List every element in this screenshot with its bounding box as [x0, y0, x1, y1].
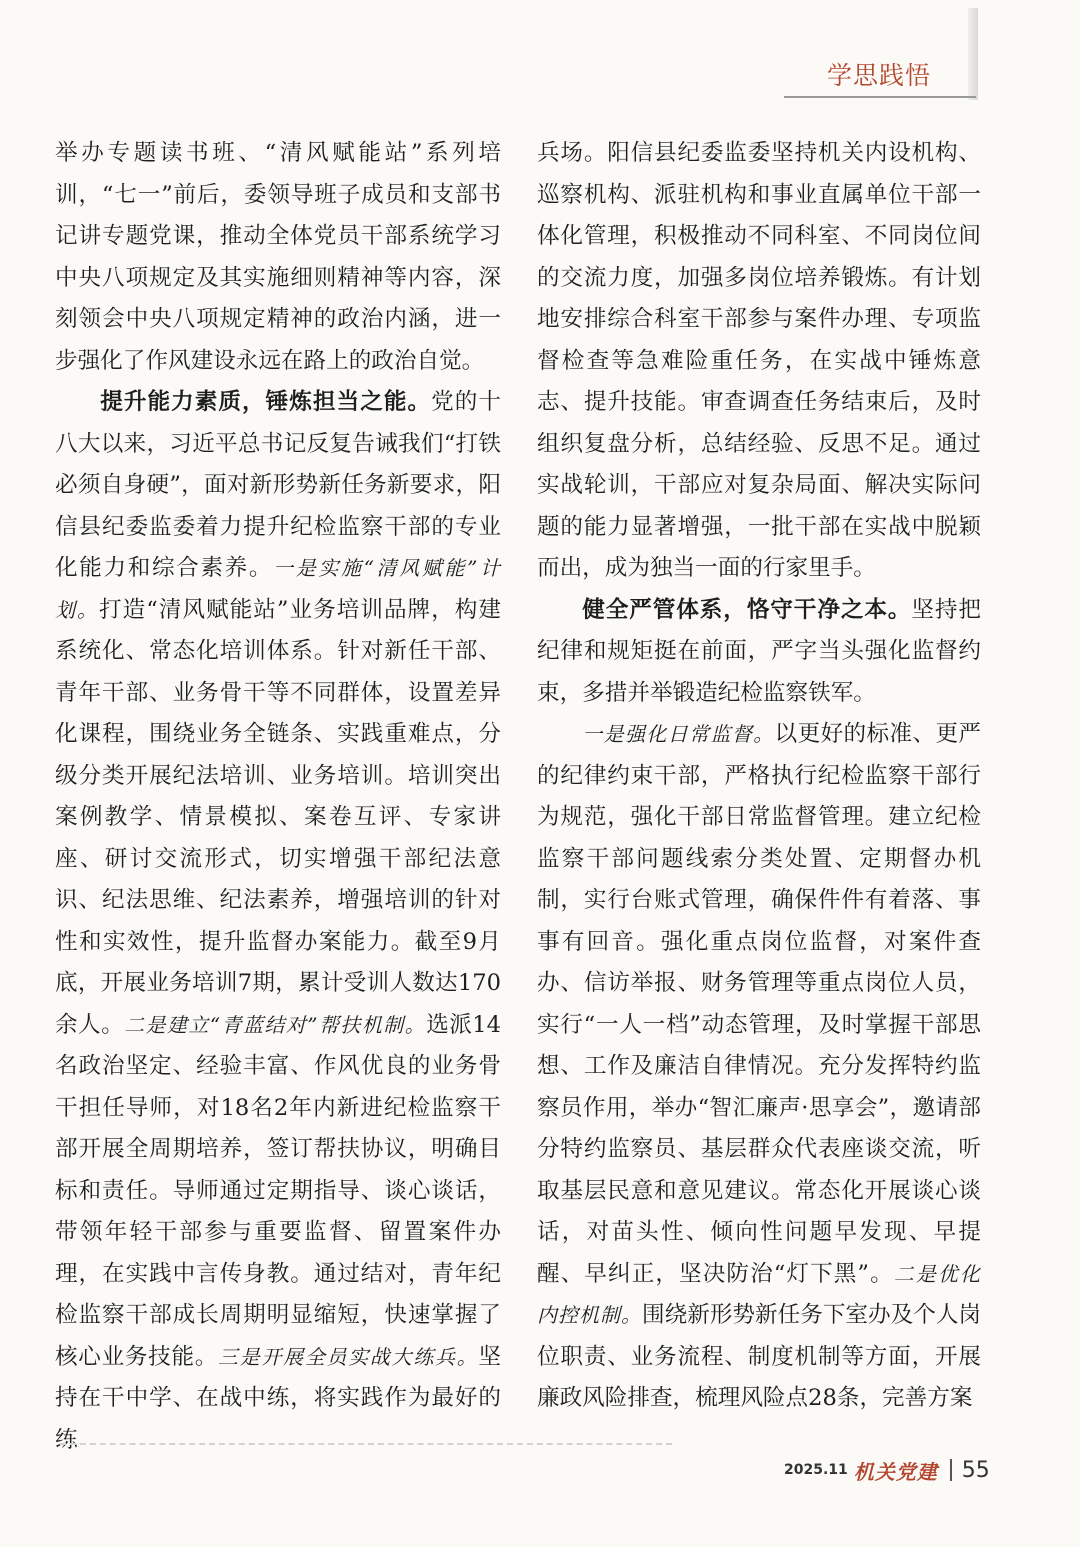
lead-phrase: 二是建立“青蓝结对”帮扶机制。 [124, 1012, 427, 1037]
lead-phrase: 二是优化内控机制。 [537, 1261, 981, 1327]
page-edge-shadow [968, 8, 978, 100]
header-rule [784, 96, 976, 98]
right-column [537, 133, 981, 1420]
section-tag: 学思践悟 [827, 61, 932, 90]
paragraph: 举办专题读书班、“清风赋能站”系列培训，“七一”前后，委领导班子成员和支部书记讲专题党课，推动全体党员干部系统学习中央八项规定及其实施细则精神等内容，深刻领会中央八项规定精神的政治内涵，进一步强化了作风建设永远在路上的政治自觉。 [55, 140, 501, 374]
page-footer [784, 1455, 990, 1485]
lead-phrase: 三是开展全员实战大练兵。 [218, 1344, 479, 1369]
issue-number: 2025.11 [784, 1462, 848, 1478]
footer-divider [950, 1459, 952, 1481]
magazine-title: 机关党建 [853, 1459, 938, 1484]
paragraph: 提升能力素质，锤炼担当之能。党的十八大以来，习近平总书记反复告诫我们“打铁必须自身硬”，面对新形势新任务新要求，阳信县纪委监委着力提升纪检监察干部的专业化能力和综合素养。一是实施“清风赋能”计划。打造“清风赋能站”业务培训品牌，构建系统化、常态化培训体系。针对新任干部、青年干部、业务骨干等不同群体，设置差异化课程，围绕业务全链条、实践重难点，分级分类开展纪法培训、业务培训。培训突出案例教学、情景模拟、案卷互评、专家讲座、研讨交流形式，切实增强干部纪法意识、纪法思维、纪法素养，增强培训的针对性和实效性，提升监督办案能力。截至9月底，开展业务培训7期，累计受训人数达170余人。二是建立“青蓝结对”帮扶机制。选派14名政治坚定、经验丰富、作风优良的业务骨干担任导师，对18名2年内新进纪检监察干部开展全周期培养，签订帮扶协议，明确目标和责任。导师通过定期指导、谈心谈话，带领年轻干部参与重要监督、留置案件办理，在实践中言传身教。通过结对，青年纪检监察干部成长周期明显缩短，快速掌握了核心业务技能。三是开展全员实战大练兵。坚持在干中学、在战中练，将实践作为最好的练 [55, 389, 502, 1453]
left-column [55, 133, 501, 1461]
lead-phrase: 一是实施“清风赋能”计划。 [55, 556, 501, 622]
paragraph: 兵场。阳信县纪委监委坚持机关内设机构、巡察机构、派驻机构和事业直属单位干部一体化管理，积极推动不同科室、不同岗位间的交流力度，加强多岗位培养锻炼。有计划地安排综合科室干部参与案件办理、专项监督检查等急难险重任务，在实战中锤炼意志、提升技能。审查调查任务结束后，及时组织复盘分析，总结经验、反思不足。通过实战轮训，干部应对复杂局面、解决实际问题的能力显著增强，一批干部在实战中脱颖而出，成为独当一面的行家里手。 [537, 140, 981, 581]
page-number: 55 [961, 1457, 990, 1483]
footer-rule [60, 1443, 672, 1445]
paragraph: 健全严管体系，恪守干净之本。坚持把纪律和规矩挺在前面，严字当头强化监督约束，多措并举锻造纪检监察铁军。 [537, 596, 982, 706]
paragraph: 一是强化日常监督。以更好的标准、更严的纪律约束干部，严格执行纪检监察干部行为规范，强化干部日常监督管理。建立纪检监察干部问题线索分类处置、定期督办机制，实行台账式管理，确保件件有着落、事事有回音。强化重点岗位监督，对案件查办、信访举报、财务管理等重点岗位人员，实行“一人一档”动态管理，及时掌握干部思想、工作及廉洁自律情况。充分发挥特约监察员作用，举办“智汇廉声·思享会”，邀请部分特约监察员、基层群众代表座谈交流，听取基层民意和意见建议。常态化开展谈心谈话，对苗头性、倾向性问题早发现、早提醒、早纠正，坚决防治“灯下黑”。二是优化内控机制。围绕新形势新任务下室办及个人岗位职责、业务流程、制度机制等方面，开展廉政风险排查，梳理风险点28条，完善方案 [537, 721, 982, 1411]
paragraph-heading: 提升能力素质，锤炼担当之能。 [100, 389, 432, 415]
lead-phrase: 一是强化日常监督。 [582, 722, 775, 746]
paragraph-heading: 健全严管体系，恪守干净之本。 [582, 596, 912, 623]
